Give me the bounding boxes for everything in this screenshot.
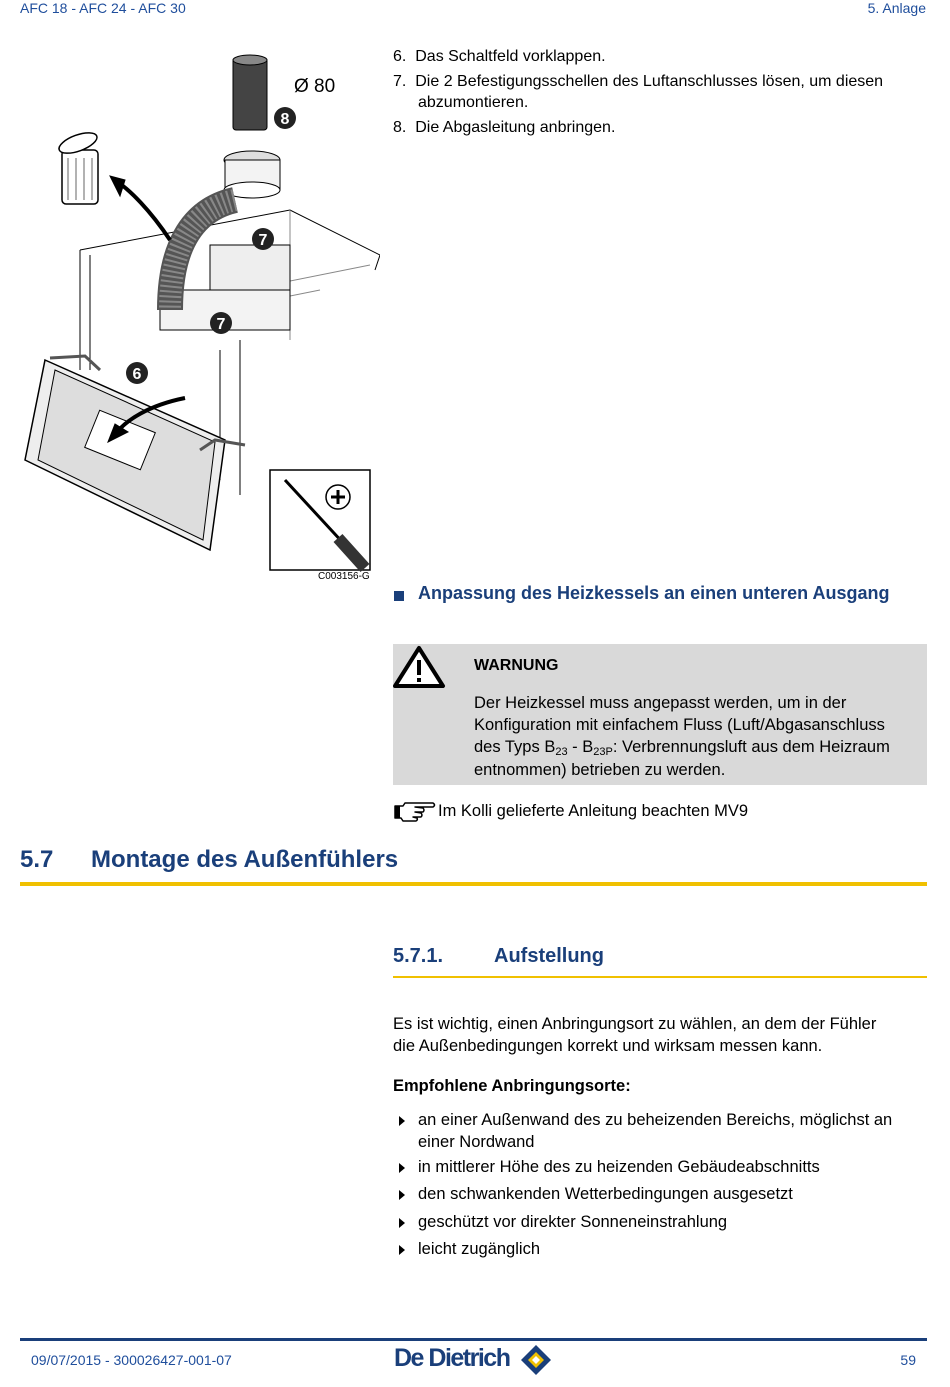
chapter-number: 5.7 (20, 846, 54, 873)
chapter-title: Montage des Außenfühlers (91, 846, 399, 873)
pointing-hand-icon (393, 800, 437, 822)
callout-8: 8 (280, 111, 290, 128)
list-item-continued: einer Nordwand (418, 1133, 535, 1151)
brand-logo-text: De Dietrich (394, 1344, 510, 1372)
intro-line2: die Außenbedingungen korrekt und wirksam messen kann. (393, 1037, 823, 1055)
bullet-arrow-icon (399, 1245, 405, 1255)
warning-text-line2: Konfiguration mit einfachem Fluss (Luft/Abgasanschluss (474, 716, 885, 734)
brand-diamond-logo (520, 1344, 552, 1376)
header-right: 5. Anlage (867, 0, 926, 16)
header-left: AFC 18 - AFC 24 - AFC 30 (20, 0, 186, 16)
list-item: geschützt vor direkter Sonneneinstrahlung (418, 1213, 728, 1231)
bullet-arrow-icon (399, 1218, 405, 1228)
chapter-rule (20, 882, 927, 886)
callout-7b: 7 (216, 316, 226, 333)
step-number: 6. (393, 48, 407, 65)
page-number: 59 (900, 1352, 916, 1368)
section-heading: Anpassung des Heizkessels an einen unteren Ausgang (418, 583, 890, 603)
subsection-rule (393, 976, 927, 978)
warning-text-part: - B (567, 738, 594, 756)
warning-text-part: des Typs B (474, 738, 556, 756)
warning-text-line1: Der Heizkessel muss angepasst werden, um in der (474, 694, 847, 712)
pipe-diameter-label: Ø 80 (294, 76, 336, 97)
list-item: an einer Außenwand des zu beheizenden Bereichs, möglichst an (418, 1111, 893, 1129)
list-heading: Empfohlene Anbringungsorte: (393, 1077, 631, 1095)
step-7-continued: abzumontieren. (418, 94, 529, 111)
step-6 (393, 46, 606, 67)
figure-code: C003156-G (318, 571, 370, 582)
section-square-marker (394, 591, 404, 601)
footer-rule (20, 1338, 927, 1341)
list-item: den schwankenden Wetterbedingungen ausgesetzt (418, 1185, 793, 1203)
list-item: in mittlerer Höhe des zu heizenden Gebäudeabschnitts (418, 1158, 820, 1176)
footer-document-code: 09/07/2015 - 300026427-001-07 (31, 1352, 232, 1368)
list-item: leicht zugänglich (418, 1240, 540, 1258)
warning-title: WARNUNG (474, 657, 559, 674)
step-text: Das Schaltfeld vorklappen. (415, 48, 606, 65)
bullet-arrow-icon (399, 1190, 405, 1200)
warning-triangle-icon (393, 644, 447, 690)
warning-text-part: : Verbrennungsluft aus dem Heizraum (612, 738, 890, 756)
subscript: 23 (555, 746, 568, 758)
boiler-illustration (20, 40, 380, 585)
step-text: Die Abgasleitung anbringen. (415, 119, 616, 136)
subsection-number: 5.7.1. (393, 945, 444, 967)
step-number: 7. (393, 73, 407, 90)
step-7 (393, 71, 883, 92)
callout-6: 6 (132, 366, 142, 383)
subscript: 23P (593, 746, 613, 758)
bullet-arrow-icon (399, 1116, 405, 1126)
step-text: Die 2 Befestigungsschellen des Luftanschlusses lösen, um diesen (415, 73, 884, 90)
warning-text-line4: entnommen) betrieben zu werden. (474, 761, 726, 779)
step-number: 8. (393, 119, 407, 136)
intro-line1: Es ist wichtig, einen Anbringungsort zu wählen, an dem der Fühler (393, 1015, 877, 1033)
note-text: Im Kolli gelieferte Anleitung beachten MV9 (438, 802, 749, 820)
bullet-arrow-icon (399, 1163, 405, 1173)
subsection-title: Aufstellung (494, 945, 604, 967)
step-8 (393, 117, 615, 138)
callout-7a: 7 (258, 232, 268, 249)
